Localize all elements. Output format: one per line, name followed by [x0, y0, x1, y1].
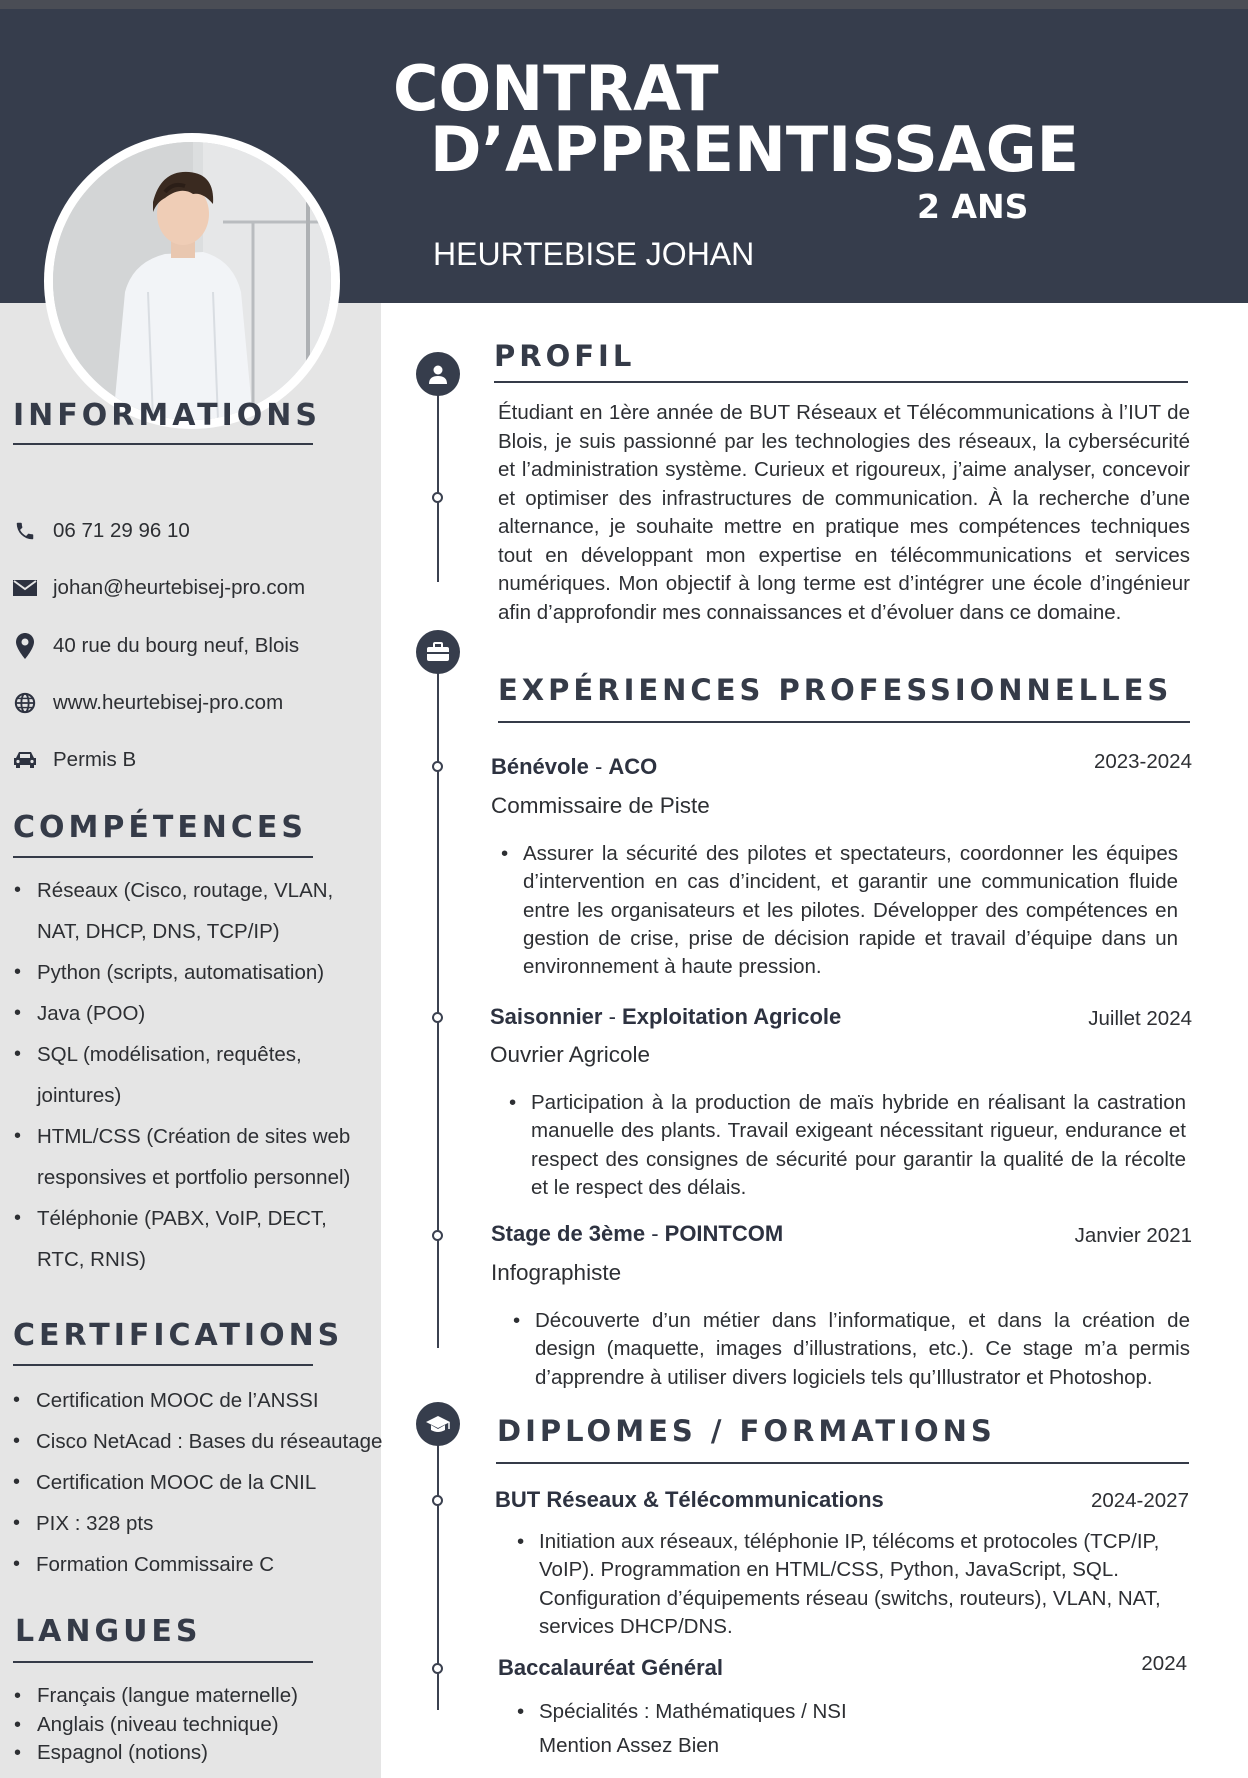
- experience-title: Bénévole - ACO: [491, 754, 658, 779]
- address-text: 40 rue du bourg neuf, Blois: [53, 634, 300, 657]
- globe-icon: [12, 691, 38, 715]
- graduation-cap-icon: [416, 1402, 460, 1446]
- timeline-dot: [432, 1495, 443, 1506]
- diplome-mention: Mention Assez Bien: [539, 1734, 720, 1757]
- experience-role: Infographiste: [491, 1260, 622, 1285]
- title-line-1: CONTRAT: [393, 52, 719, 125]
- experience-date: 2023-2024: [1093, 750, 1192, 773]
- experience-date: Juillet 2024: [1088, 1007, 1192, 1030]
- email-text[interactable]: johan@heurtebisej-pro.com: [53, 576, 306, 599]
- langues-heading: LANGUES: [15, 1614, 202, 1649]
- experience-role: Commissaire de Piste: [491, 793, 710, 818]
- langue-item: • Anglais (niveau technique): [12, 1711, 298, 1740]
- person-photo-illustration: [53, 142, 331, 420]
- certifications-heading: CERTIFICATIONS: [13, 1318, 344, 1353]
- certification-item: • Formation Commissaire C: [11, 1544, 382, 1585]
- map-pin-icon: [12, 634, 38, 658]
- phone-icon: [12, 519, 38, 543]
- diplomes-heading: DIPLOMES / FORMATIONS: [497, 1414, 996, 1448]
- timeline-dot: [432, 761, 443, 772]
- envelope-icon: [12, 576, 38, 600]
- certification-item: • PIX : 328 pts: [11, 1503, 382, 1544]
- title-line-2: D’APPRENTISSAGE: [430, 113, 1079, 186]
- competences-list: [12, 870, 350, 1280]
- candidate-name: HEURTEBISE JOHAN: [433, 236, 755, 272]
- certification-item: • Cisco NetAcad : Bases du réseautage: [11, 1421, 382, 1462]
- competence-item: • SQL (modélisation, requêtes,: [12, 1034, 350, 1075]
- profile-photo: [44, 133, 340, 429]
- address-row: [12, 634, 299, 658]
- experience-date: Janvier 2021: [1074, 1224, 1192, 1247]
- timeline-experiences: [437, 672, 439, 1348]
- phone-row: [12, 519, 190, 543]
- langues-list: [12, 1682, 298, 1768]
- experience-title: Stage de 3ème - POINTCOM: [491, 1221, 784, 1246]
- diplome-description: • Spécialités : Mathématiques / NSI: [539, 1698, 1179, 1726]
- website-row: [12, 691, 283, 715]
- informations-heading: INFORMATIONS: [13, 398, 321, 433]
- diplome-date: 2024: [1141, 1652, 1187, 1675]
- experience-title: Saisonnier - Exploitation Agricole: [490, 1004, 842, 1029]
- diplome-title: BUT Réseaux & Télécommunications: [495, 1487, 884, 1512]
- contract-duration: 2 ANS: [917, 187, 1029, 226]
- certifications-list: [11, 1380, 382, 1585]
- competence-item-cont: NAT, DHCP, DNS, TCP/IP): [37, 920, 280, 943]
- experience-description: • Assurer la sécurité des pilotes et spectateurs, coordonner les équipes d’intervention en cas d’incident, et garantir une communication fluide entre les organisateurs et les pilotes. Développer des compétences en gestion de crise, prise de décision rapide et travail d’équipe dans un environnement à haute pression.: [523, 840, 1178, 981]
- certification-item: • Certification MOOC de l’ANSSI: [11, 1380, 382, 1421]
- website-text[interactable]: www.heurtebisej-pro.com: [53, 691, 284, 714]
- license-row: [12, 748, 136, 772]
- profil-heading: PROFIL: [494, 339, 636, 373]
- competences-heading: COMPÉTENCES: [13, 810, 308, 845]
- timeline-dot: [432, 492, 443, 503]
- competence-item: • Python (scripts, automatisation): [12, 952, 350, 993]
- experience-description: • Participation à la production de maïs hybride en réalisant la castration manuelle des plants. Travail exigeant nécessitant rigueur, endurance et respect des consignes de sécurité pour garantir la qualité de la récolte et le respect des délais.: [531, 1089, 1186, 1202]
- license-text: Permis B: [53, 748, 137, 771]
- timeline-dot: [432, 1663, 443, 1674]
- competence-item: • Réseaux (Cisco, routage, VLAN,: [12, 870, 350, 911]
- briefcase-icon: [416, 630, 460, 674]
- timeline-profil: [437, 374, 439, 582]
- experiences-heading: EXPÉRIENCES PROFESSIONNELLES: [498, 673, 1173, 707]
- diplomes-rule: [496, 1462, 1189, 1464]
- competence-item: • Téléphonie (PABX, VoIP, DECT,: [12, 1198, 350, 1239]
- diplome-title: Baccalauréat Général: [498, 1655, 724, 1680]
- experiences-rule: [498, 721, 1190, 723]
- competence-item-cont: responsives et portfolio personnel): [37, 1166, 351, 1189]
- diplome-date: 2024-2027: [1090, 1489, 1189, 1512]
- experience-role: Ouvrier Agricole: [490, 1042, 651, 1067]
- competence-item: • Java (POO): [12, 993, 350, 1034]
- profil-text: Étudiant en 1ère année de BUT Réseaux et Télécommunications à l’IUT de Blois, je suis passionné par les technologies des réseaux, la cybersécurité et l’administration système. Curieux et rigoureux, j’aime analyser, concevoir et optimiser des infrastructures de communication. À la recherche d’une alternance, je souhaite mettre en pratique mes compétences techniques tout en développant mon expertise en télécommunications et services numériques. Mon objectif à long terme est d’intégrer une école d’ingénieur afin d’approfondir mes connaissances et d’évoluer dans ce domaine.: [498, 401, 1190, 624]
- informations-rule: [13, 443, 313, 445]
- car-icon: [12, 748, 38, 772]
- langue-item: • Français (langue maternelle): [12, 1682, 298, 1711]
- competence-item: • HTML/CSS (Création de sites web: [12, 1116, 350, 1157]
- experience-description: • Découverte d’un métier dans l’informatique, et dans la création de design (maquette, images d’illustrations, etc.). Ce stage m’a permis d’apprendre à utiliser divers logiciels tels qu’Illustrator et Photoshop.: [535, 1307, 1190, 1392]
- profil-rule: [494, 381, 1188, 383]
- top-border: [0, 0, 1248, 9]
- langue-item: • Espagnol (notions): [12, 1739, 298, 1768]
- timeline-dot: [432, 1012, 443, 1023]
- email-row: [12, 576, 305, 600]
- certifications-rule: [13, 1364, 313, 1366]
- certification-item: • Certification MOOC de la CNIL: [11, 1462, 382, 1503]
- competences-rule: [13, 856, 313, 858]
- timeline-dot: [432, 1230, 443, 1241]
- competence-item-cont: jointures): [37, 1084, 122, 1107]
- diplome-description: • Initiation aux réseaux, téléphonie IP, télécoms et protocoles (TCP/IP, VoIP). Programmation en HTML/CSS, Python, JavaScript, SQL. Configuration d’équipements réseau (switchs, routeurs), VLAN, NAT, services DHCP/DNS.: [539, 1528, 1179, 1641]
- langues-rule: [13, 1661, 313, 1663]
- competence-item-cont: RTC, RNIS): [37, 1248, 146, 1271]
- phone-text[interactable]: 06 71 29 96 10: [53, 519, 190, 542]
- person-icon: [416, 352, 460, 396]
